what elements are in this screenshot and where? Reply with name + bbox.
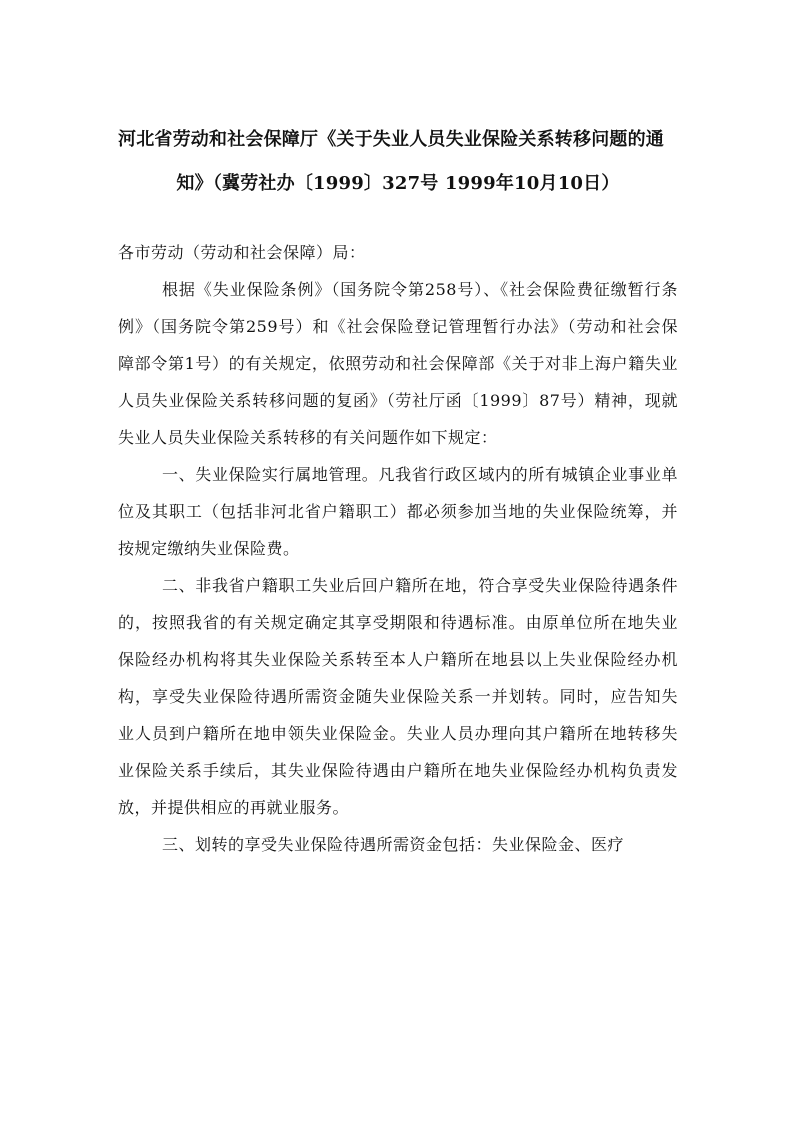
paragraph-preamble: 根据《失业保险条例》（国务院令第258号）、《社会保险费征缴暂行条例》（国务院令第259号）和《社会保险登记管理暂行办法》（劳动和社会保障部令第1号）的有关规定，依照劳动和社会保障部《关于对非上海户籍失业人员失业保险关系转移问题的复函》（劳社厅函〔1999〕87号）精神，现就失业人员失业保险关系转移的有关问题作如下规定： [118,280,678,447]
document-title [118,118,678,206]
paragraph-article-2: 二、非我省户籍职工失业后回户籍所在地，符合享受失业保险待遇条件的，按照我省的有关规定确定其享受期限和待遇标准。由原单位所在地失业保险经办机构将其失业保险关系转至本人户籍所在地县以上失业保险经办机构，享受失业保险待遇所需资金随失业保险关系一并划转。同时，应告知失业人员到户籍所在地申领失业保险金。失业人员办理向其户籍所在地转移失业保险关系手续后，其失业保险待遇由户籍所在地失业保险经办机构负责发放，并提供相应的再就业服务。 [118,576,678,817]
title-line-1: 河北省劳动和社会保障厅《关于失业人员失业保险关系转移问题的通 [118,129,664,150]
paragraph-article-3: 三、划转的享受失业保险待遇所需资金包括：失业保险金、医疗 [162,835,625,854]
title-line-2: 知》（冀劳社办〔1999〕327号 1999年10月10日） [176,173,620,194]
salutation: 各市劳动（劳动和社会保障）局： [118,243,366,262]
document-body [118,234,678,863]
paragraph-article-1: 一、失业保险实行属地管理。凡我省行政区域内的所有城镇企业事业单位及其职工（包括非河北省户籍职工）都必须参加当地的失业保险统筹，并按规定缴纳失业保险费。 [118,465,678,558]
